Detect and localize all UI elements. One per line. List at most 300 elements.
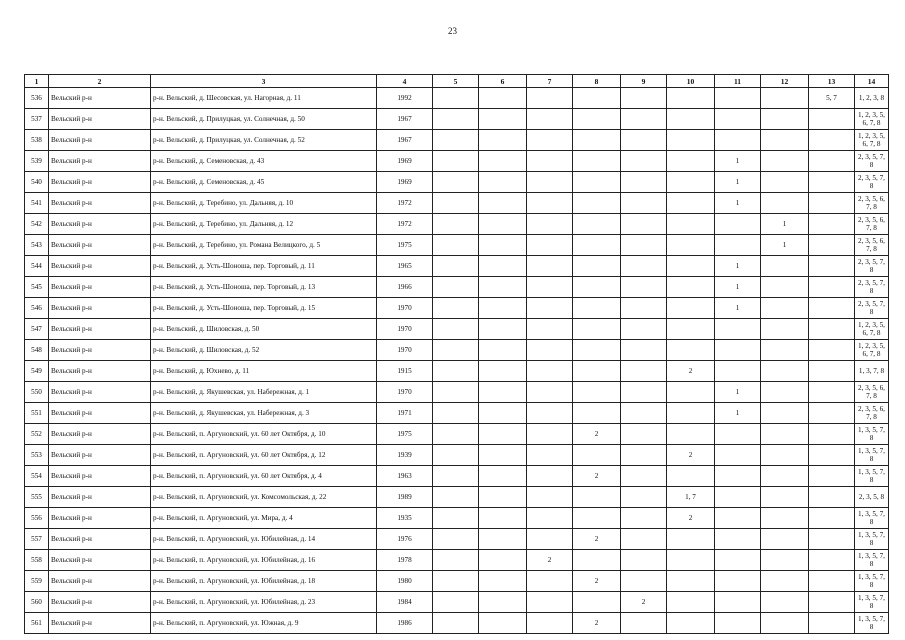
col8-cell — [573, 445, 621, 466]
address-cell: р-н. Вельский, д. Прилуцкая, ул. Солнечная, д. 50 — [151, 109, 377, 130]
col9-cell — [621, 466, 667, 487]
col5-cell — [433, 193, 479, 214]
col7-cell — [527, 403, 573, 424]
address-cell: р-н. Вельский, д. Шиловская, д. 50 — [151, 319, 377, 340]
table-row — [25, 214, 889, 235]
col9-cell — [621, 256, 667, 277]
col13-cell — [809, 424, 855, 445]
col6-cell — [479, 256, 527, 277]
table-row — [25, 151, 889, 172]
table-row — [25, 466, 889, 487]
col12-cell — [761, 613, 809, 634]
col14-cell: 1, 2, 3, 5, 6, 7, 8 — [855, 340, 889, 361]
col5-cell — [433, 424, 479, 445]
col12-cell — [761, 256, 809, 277]
col6-cell — [479, 466, 527, 487]
row-number-cell: 556 — [25, 508, 49, 529]
col5-cell — [433, 214, 479, 235]
col8-cell — [573, 403, 621, 424]
col13-cell — [809, 151, 855, 172]
col11-cell — [715, 130, 761, 151]
district-cell: Вельский р-н — [49, 256, 151, 277]
col9-cell: 2 — [621, 592, 667, 613]
col12-cell — [761, 403, 809, 424]
col5-cell — [433, 403, 479, 424]
col14-cell: 1, 2, 3, 5, 6, 7, 8 — [855, 319, 889, 340]
col6-cell — [479, 361, 527, 382]
district-cell: Вельский р-н — [49, 88, 151, 109]
row-number-cell: 540 — [25, 172, 49, 193]
col9-cell — [621, 403, 667, 424]
col11-cell — [715, 235, 761, 256]
col6-cell — [479, 550, 527, 571]
col7-cell — [527, 130, 573, 151]
col6-cell — [479, 340, 527, 361]
col13-cell — [809, 592, 855, 613]
row-number-cell: 554 — [25, 466, 49, 487]
col8-cell: 2 — [573, 529, 621, 550]
col14-cell: 2, 3, 5, 6, 7, 8 — [855, 382, 889, 403]
col9-cell — [621, 529, 667, 550]
table-row — [25, 193, 889, 214]
col11-cell: 1 — [715, 151, 761, 172]
col5-cell — [433, 529, 479, 550]
col10-cell — [667, 571, 715, 592]
col5-cell — [433, 256, 479, 277]
col10-cell — [667, 298, 715, 319]
table-row — [25, 403, 889, 424]
col14-cell: 2, 3, 5, 7, 8 — [855, 298, 889, 319]
col10-cell — [667, 319, 715, 340]
year-cell: 1963 — [377, 466, 433, 487]
col14-cell: 1, 2, 3, 8 — [855, 88, 889, 109]
col6-cell — [479, 508, 527, 529]
col12-cell — [761, 529, 809, 550]
district-cell: Вельский р-н — [49, 466, 151, 487]
col5-cell — [433, 361, 479, 382]
col11-cell — [715, 424, 761, 445]
district-cell: Вельский р-н — [49, 613, 151, 634]
col5-cell — [433, 445, 479, 466]
column-header: 10 — [667, 75, 715, 88]
col10-cell — [667, 340, 715, 361]
col8-cell — [573, 172, 621, 193]
year-cell: 1978 — [377, 550, 433, 571]
col9-cell — [621, 382, 667, 403]
col10-cell — [667, 466, 715, 487]
col6-cell — [479, 298, 527, 319]
table-row — [25, 424, 889, 445]
row-number-cell: 561 — [25, 613, 49, 634]
col13-cell — [809, 214, 855, 235]
col8-cell — [573, 487, 621, 508]
col8-cell — [573, 508, 621, 529]
col13-cell — [809, 277, 855, 298]
col10-cell — [667, 529, 715, 550]
col10-cell — [667, 235, 715, 256]
col13-cell — [809, 529, 855, 550]
col14-cell: 1, 3, 5, 7, 8 — [855, 592, 889, 613]
col9-cell — [621, 151, 667, 172]
col10-cell — [667, 592, 715, 613]
address-cell: р-н. Вельский, д. Шесовская, ул. Нагорная, д. 11 — [151, 88, 377, 109]
district-cell: Вельский р-н — [49, 277, 151, 298]
col10-cell — [667, 424, 715, 445]
year-cell: 1970 — [377, 319, 433, 340]
col7-cell — [527, 508, 573, 529]
district-cell: Вельский р-н — [49, 382, 151, 403]
col13-cell — [809, 571, 855, 592]
year-cell: 1935 — [377, 508, 433, 529]
col8-cell: 2 — [573, 571, 621, 592]
col11-cell: 1 — [715, 403, 761, 424]
table-row — [25, 277, 889, 298]
table-row — [25, 382, 889, 403]
col9-cell — [621, 340, 667, 361]
col12-cell — [761, 571, 809, 592]
year-cell: 1915 — [377, 361, 433, 382]
col5-cell — [433, 109, 479, 130]
column-header: 11 — [715, 75, 761, 88]
year-cell: 1972 — [377, 214, 433, 235]
col9-cell — [621, 277, 667, 298]
col9-cell — [621, 109, 667, 130]
col7-cell — [527, 592, 573, 613]
col8-cell — [573, 256, 621, 277]
col14-cell: 1, 3, 5, 7, 8 — [855, 613, 889, 634]
table-row — [25, 592, 889, 613]
district-cell: Вельский р-н — [49, 319, 151, 340]
year-cell: 1970 — [377, 382, 433, 403]
col7-cell — [527, 466, 573, 487]
col12-cell — [761, 550, 809, 571]
col13-cell — [809, 508, 855, 529]
column-header: 3 — [151, 75, 377, 88]
table-row — [25, 508, 889, 529]
col11-cell: 1 — [715, 172, 761, 193]
col5-cell — [433, 613, 479, 634]
column-header: 5 — [433, 75, 479, 88]
col10-cell: 2 — [667, 508, 715, 529]
col11-cell — [715, 571, 761, 592]
col11-cell: 1 — [715, 298, 761, 319]
column-header: 13 — [809, 75, 855, 88]
col8-cell — [573, 235, 621, 256]
col6-cell — [479, 487, 527, 508]
col6-cell — [479, 529, 527, 550]
col12-cell — [761, 466, 809, 487]
col5-cell — [433, 172, 479, 193]
address-cell: р-н. Вельский, д. Усть-Шоноша, пер. Торговый, д. 11 — [151, 256, 377, 277]
col9-cell — [621, 571, 667, 592]
col9-cell — [621, 193, 667, 214]
col11-cell — [715, 109, 761, 130]
col12-cell — [761, 130, 809, 151]
address-cell: р-н. Вельский, д. Теребино, ул. Романа Велицкого, д. 5 — [151, 235, 377, 256]
col10-cell — [667, 172, 715, 193]
col8-cell — [573, 319, 621, 340]
address-cell: р-н. Вельский, д. Усть-Шоноша, пер. Торговый, д. 13 — [151, 277, 377, 298]
col10-cell — [667, 613, 715, 634]
address-cell: р-н. Вельский, п. Аргуновский, ул. Юбилейная, д. 23 — [151, 592, 377, 613]
col6-cell — [479, 235, 527, 256]
col5-cell — [433, 382, 479, 403]
col14-cell: 1, 2, 3, 5, 6, 7, 8 — [855, 109, 889, 130]
row-number-cell: 546 — [25, 298, 49, 319]
col11-cell — [715, 214, 761, 235]
district-cell: Вельский р-н — [49, 193, 151, 214]
address-cell: р-н. Вельский, п. Аргуновский, ул. Юбилейная, д. 18 — [151, 571, 377, 592]
col9-cell — [621, 319, 667, 340]
col13-cell — [809, 340, 855, 361]
address-cell: р-н. Вельский, п. Аргуновский, ул. Мира, д. 4 — [151, 508, 377, 529]
year-cell: 1939 — [377, 445, 433, 466]
table-row — [25, 445, 889, 466]
col6-cell — [479, 151, 527, 172]
col11-cell — [715, 88, 761, 109]
col10-cell — [667, 214, 715, 235]
col13-cell — [809, 466, 855, 487]
col12-cell — [761, 88, 809, 109]
col13-cell — [809, 403, 855, 424]
col9-cell — [621, 508, 667, 529]
col8-cell: 2 — [573, 466, 621, 487]
col14-cell: 2, 3, 5, 7, 8 — [855, 256, 889, 277]
col14-cell: 1, 3, 5, 7, 8 — [855, 571, 889, 592]
col5-cell — [433, 130, 479, 151]
col14-cell: 2, 3, 5, 7, 8 — [855, 277, 889, 298]
row-number-cell: 547 — [25, 319, 49, 340]
district-cell: Вельский р-н — [49, 550, 151, 571]
district-cell: Вельский р-н — [49, 298, 151, 319]
col5-cell — [433, 151, 479, 172]
col8-cell — [573, 214, 621, 235]
col8-cell — [573, 130, 621, 151]
row-number-cell: 543 — [25, 235, 49, 256]
year-cell: 1975 — [377, 235, 433, 256]
year-cell: 1986 — [377, 613, 433, 634]
col13-cell — [809, 361, 855, 382]
col6-cell — [479, 214, 527, 235]
col10-cell — [667, 151, 715, 172]
address-cell: р-н. Вельский, д. Теребино, ул. Дальняя, д. 12 — [151, 214, 377, 235]
address-cell: р-н. Вельский, д. Юхнево, д. 11 — [151, 361, 377, 382]
col5-cell — [433, 508, 479, 529]
address-cell: р-н. Вельский, п. Аргуновский, ул. 60 лет Октября, д. 10 — [151, 424, 377, 445]
col6-cell — [479, 424, 527, 445]
col10-cell: 2 — [667, 445, 715, 466]
district-cell: Вельский р-н — [49, 592, 151, 613]
col7-cell — [527, 487, 573, 508]
table-row — [25, 88, 889, 109]
district-cell: Вельский р-н — [49, 151, 151, 172]
col6-cell — [479, 193, 527, 214]
district-cell: Вельский р-н — [49, 445, 151, 466]
col13-cell — [809, 130, 855, 151]
row-number-cell: 551 — [25, 403, 49, 424]
column-header: 7 — [527, 75, 573, 88]
col9-cell — [621, 214, 667, 235]
col11-cell — [715, 319, 761, 340]
column-header: 8 — [573, 75, 621, 88]
column-header: 2 — [49, 75, 151, 88]
col12-cell — [761, 424, 809, 445]
year-cell: 1967 — [377, 130, 433, 151]
district-cell: Вельский р-н — [49, 214, 151, 235]
address-cell: р-н. Вельский, п. Аргуновский, ул. 60 лет Октября, д. 12 — [151, 445, 377, 466]
year-cell: 1969 — [377, 151, 433, 172]
col6-cell — [479, 88, 527, 109]
table-row — [25, 550, 889, 571]
col12-cell — [761, 151, 809, 172]
col11-cell: 1 — [715, 256, 761, 277]
year-cell: 1967 — [377, 109, 433, 130]
col5-cell — [433, 550, 479, 571]
column-header: 6 — [479, 75, 527, 88]
address-cell: р-н. Вельский, п. Аргуновский, ул. Юбилейная, д. 16 — [151, 550, 377, 571]
col13-cell — [809, 109, 855, 130]
col8-cell: 2 — [573, 613, 621, 634]
col11-cell — [715, 592, 761, 613]
col5-cell — [433, 466, 479, 487]
col6-cell — [479, 445, 527, 466]
table-row — [25, 235, 889, 256]
col6-cell — [479, 277, 527, 298]
row-number-cell: 557 — [25, 529, 49, 550]
col9-cell — [621, 361, 667, 382]
district-cell: Вельский р-н — [49, 508, 151, 529]
district-cell: Вельский р-н — [49, 340, 151, 361]
col9-cell — [621, 487, 667, 508]
col7-cell — [527, 529, 573, 550]
col11-cell — [715, 550, 761, 571]
header-row — [25, 75, 889, 88]
col13-cell — [809, 298, 855, 319]
col13-cell — [809, 613, 855, 634]
col13-cell — [809, 193, 855, 214]
page-number: 23 — [448, 26, 457, 36]
col13-cell — [809, 319, 855, 340]
col5-cell — [433, 88, 479, 109]
row-number-cell: 559 — [25, 571, 49, 592]
col10-cell — [667, 403, 715, 424]
col6-cell — [479, 109, 527, 130]
row-number-cell: 558 — [25, 550, 49, 571]
col8-cell: 2 — [573, 424, 621, 445]
row-number-cell: 537 — [25, 109, 49, 130]
table-row — [25, 298, 889, 319]
col13-cell — [809, 487, 855, 508]
district-cell: Вельский р-н — [49, 172, 151, 193]
year-cell: 1970 — [377, 340, 433, 361]
col9-cell — [621, 445, 667, 466]
col14-cell: 1, 3, 5, 7, 8 — [855, 466, 889, 487]
col11-cell: 1 — [715, 382, 761, 403]
year-cell: 1992 — [377, 88, 433, 109]
col12-cell — [761, 109, 809, 130]
address-cell: р-н. Вельский, п. Аргуновский, ул. Комсомольская, д. 22 — [151, 487, 377, 508]
row-number-cell: 544 — [25, 256, 49, 277]
col12-cell — [761, 445, 809, 466]
table-row — [25, 172, 889, 193]
row-number-cell: 548 — [25, 340, 49, 361]
col8-cell — [573, 340, 621, 361]
col14-cell: 2, 3, 5, 6, 7, 8 — [855, 193, 889, 214]
district-cell: Вельский р-н — [49, 403, 151, 424]
col13-cell — [809, 550, 855, 571]
table-row — [25, 613, 889, 634]
col11-cell — [715, 613, 761, 634]
col5-cell — [433, 277, 479, 298]
col7-cell — [527, 214, 573, 235]
col12-cell — [761, 382, 809, 403]
address-cell: р-н. Вельский, п. Аргуновский, ул. 60 лет Октября, д. 4 — [151, 466, 377, 487]
col9-cell — [621, 130, 667, 151]
address-cell: р-н. Вельский, д. Якушевская, ул. Набережная, д. 3 — [151, 403, 377, 424]
row-number-cell: 545 — [25, 277, 49, 298]
column-header: 9 — [621, 75, 667, 88]
col14-cell: 1, 3, 5, 7, 8 — [855, 529, 889, 550]
col13-cell — [809, 172, 855, 193]
district-cell: Вельский р-н — [49, 424, 151, 445]
table-row — [25, 319, 889, 340]
year-cell: 1966 — [377, 277, 433, 298]
col8-cell — [573, 88, 621, 109]
table-row — [25, 487, 889, 508]
col9-cell — [621, 235, 667, 256]
col8-cell — [573, 109, 621, 130]
col11-cell — [715, 340, 761, 361]
col9-cell — [621, 298, 667, 319]
col14-cell: 1, 3, 5, 7, 8 — [855, 550, 889, 571]
table-row — [25, 130, 889, 151]
col7-cell — [527, 319, 573, 340]
row-number-cell: 552 — [25, 424, 49, 445]
col5-cell — [433, 592, 479, 613]
district-cell: Вельский р-н — [49, 109, 151, 130]
col13-cell — [809, 382, 855, 403]
col9-cell — [621, 88, 667, 109]
col11-cell — [715, 445, 761, 466]
col14-cell: 1, 3, 7, 8 — [855, 361, 889, 382]
col8-cell — [573, 550, 621, 571]
col13-cell: 5, 7 — [809, 88, 855, 109]
col5-cell — [433, 319, 479, 340]
address-cell: р-н. Вельский, д. Усть-Шоноша, пер. Торговый, д. 15 — [151, 298, 377, 319]
row-number-cell: 539 — [25, 151, 49, 172]
table-row — [25, 529, 889, 550]
col7-cell — [527, 277, 573, 298]
col5-cell — [433, 487, 479, 508]
col14-cell: 1, 2, 3, 5, 6, 7, 8 — [855, 130, 889, 151]
row-number-cell: 560 — [25, 592, 49, 613]
col11-cell — [715, 529, 761, 550]
col5-cell — [433, 340, 479, 361]
col10-cell — [667, 109, 715, 130]
address-cell: р-н. Вельский, д. Шиловская, д. 52 — [151, 340, 377, 361]
col10-cell — [667, 550, 715, 571]
col14-cell: 2, 3, 5, 8 — [855, 487, 889, 508]
col14-cell: 2, 3, 5, 6, 7, 8 — [855, 403, 889, 424]
col6-cell — [479, 403, 527, 424]
col10-cell — [667, 277, 715, 298]
col12-cell — [761, 361, 809, 382]
col9-cell — [621, 424, 667, 445]
district-cell: Вельский р-н — [49, 487, 151, 508]
col13-cell — [809, 256, 855, 277]
district-cell: Вельский р-н — [49, 130, 151, 151]
district-cell: Вельский р-н — [49, 235, 151, 256]
